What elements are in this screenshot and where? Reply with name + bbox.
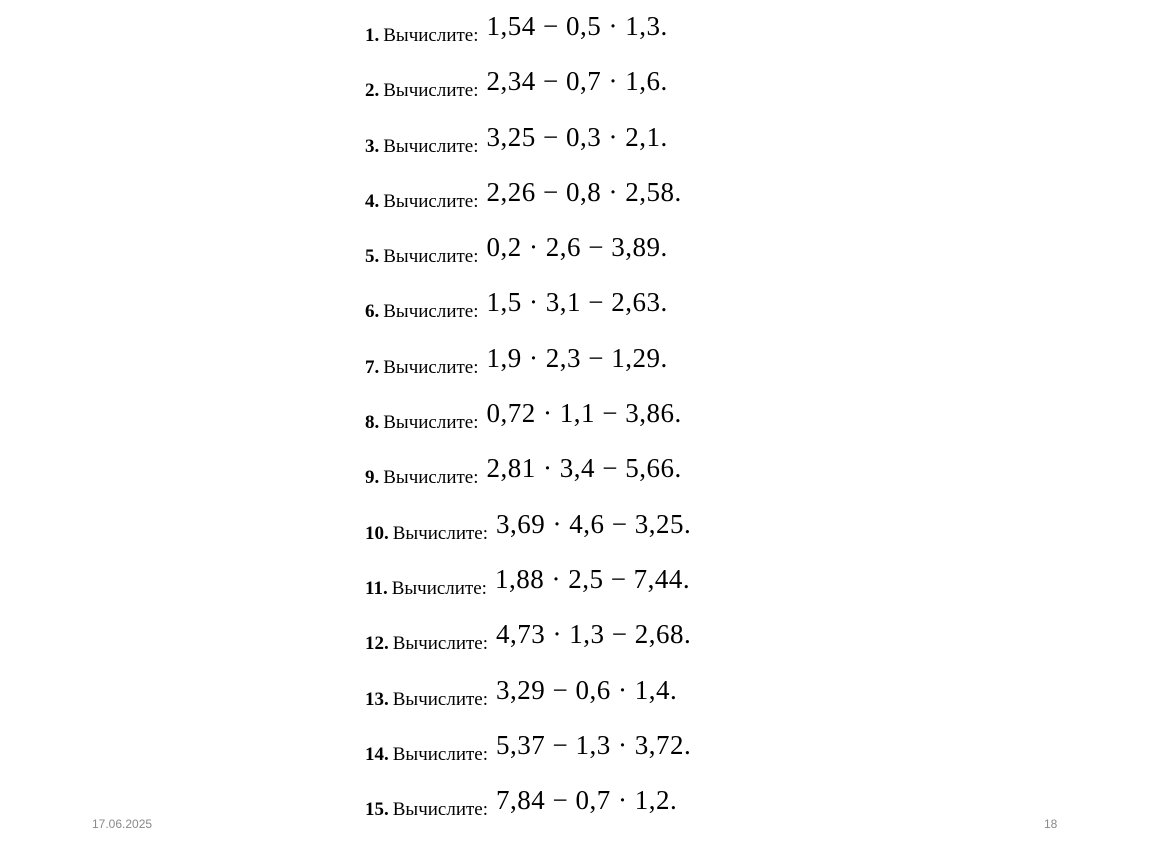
problem-number: 4. <box>365 190 380 212</box>
problem-number: 11. <box>365 577 388 599</box>
problem-label: Вычислите: <box>383 190 479 212</box>
problem-item <box>365 66 691 127</box>
problem-item <box>365 121 691 183</box>
problem-label: Вычислите: <box>392 522 489 544</box>
problem-label: Вычислите: <box>392 743 489 765</box>
problem-label: Вычислите: <box>391 577 487 599</box>
problem-item <box>365 563 691 625</box>
problem-number: 5. <box>365 246 380 268</box>
problem-item <box>365 176 691 238</box>
problem-label: Вычислите: <box>392 799 489 821</box>
problem-label: Вычислите: <box>383 301 479 323</box>
problem-label: Вычислите: <box>383 25 479 46</box>
problem-label: Вычислите: <box>383 246 479 268</box>
problem-item <box>365 232 691 293</box>
problem-number: 15. <box>365 799 389 821</box>
problem-item <box>365 674 691 736</box>
problem-expression: 1,54 − 0,5 · 1,3. <box>486 11 668 41</box>
problem-expression: 4,73 · 1,3 − 2,68. <box>496 619 692 650</box>
problem-expression: 2,81 · 3,4 − 5,66. <box>486 453 682 484</box>
problem-expression: 0,72 · 1,1 − 3,86. <box>486 398 682 429</box>
problem-number: 6. <box>365 301 380 323</box>
problem-expression: 2,26 − 0,8 · 2,58. <box>486 176 682 207</box>
problem-expression: 2,34 − 0,7 · 1,6. <box>486 66 668 97</box>
problem-label: Вычислите: <box>383 356 479 378</box>
problem-item <box>365 508 692 570</box>
problem-label: Вычислите: <box>392 688 489 710</box>
problem-item <box>365 453 691 514</box>
problem-number: 13. <box>365 688 389 710</box>
problem-number: 7. <box>365 356 380 378</box>
problem-expression: 5,37 − 1,3 · 3,72. <box>496 729 692 760</box>
problem-item <box>365 11 691 72</box>
problem-item <box>365 619 692 680</box>
problem-number: 9. <box>365 467 380 489</box>
problem-number: 3. <box>365 135 380 157</box>
problem-expression: 3,25 − 0,3 · 2,1. <box>486 121 668 152</box>
problem-number: 8. <box>365 412 380 434</box>
problem-expression: 1,5 · 3,1 − 2,63. <box>486 287 668 318</box>
problem-list <box>365 11 692 846</box>
problem-number: 10. <box>365 522 389 544</box>
problem-number: 1. <box>365 25 380 46</box>
problem-item <box>365 287 691 348</box>
problem-label: Вычислите: <box>383 412 479 434</box>
problem-expression: 7,84 − 0,7 · 1,2. <box>496 785 678 816</box>
problem-expression: 1,88 · 2,5 − 7,44. <box>494 563 691 594</box>
problem-label: Вычислите: <box>383 467 479 489</box>
problem-item <box>365 398 691 459</box>
problem-number: 2. <box>365 80 380 102</box>
problem-item <box>365 342 691 404</box>
problem-expression: 1,9 · 2,3 − 1,29. <box>486 342 668 373</box>
problem-label: Вычислите: <box>383 135 479 157</box>
problem-item <box>365 785 691 846</box>
slide-date: 17.06.2025 <box>92 817 153 831</box>
problem-number: 12. <box>365 633 389 655</box>
problem-expression: 3,29 − 0,6 · 1,4. <box>496 674 678 705</box>
problem-item <box>365 729 692 791</box>
problem-number: 14. <box>365 743 389 765</box>
problem-label: Вычислите: <box>392 633 489 655</box>
problem-label: Вычислите: <box>383 80 479 102</box>
problem-expression: 3,69 · 4,6 − 3,25. <box>496 508 692 539</box>
slide-page-number: 18 <box>1044 817 1058 831</box>
problem-expression: 0,2 · 2,6 − 3,89. <box>486 232 668 263</box>
